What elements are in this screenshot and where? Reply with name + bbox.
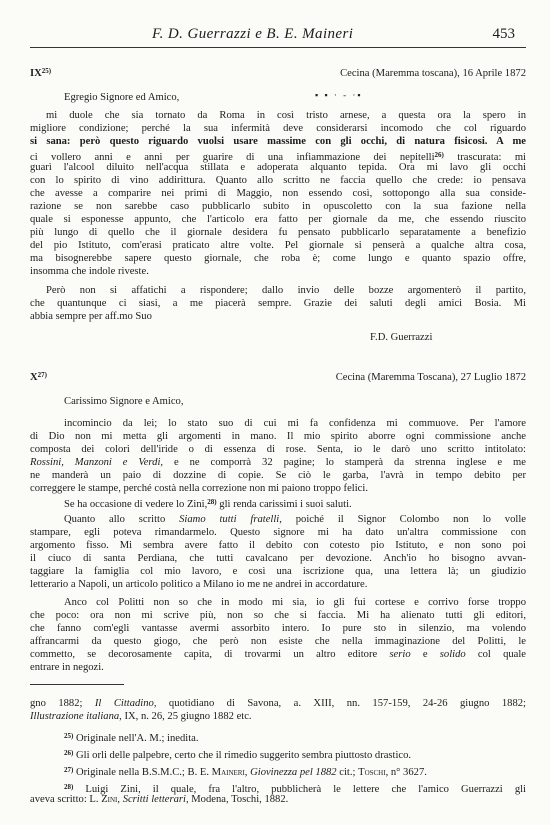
letter-ix-line: Però non si affatichi a rispondere; dallo invio delle bozze argomenterò il partito, (46, 285, 526, 296)
footnote-28: $^{28)}$ Luigi Zini, il quale, fra l'altro, pubblicherà le lettere che l'amico Guerrazzi gli (64, 783, 526, 795)
running-title: F. D. Guerrazzi e B. E. Maineri (152, 26, 354, 42)
header-rule (30, 47, 526, 48)
letter-x-dateline: Cecina (Maremma Toscana), 27 Luglio 1872 (335, 372, 526, 383)
letter-ix-line: quale si esponesse appunto, che l'articolo era fatto per giornale da me, che essendo riuscito (30, 214, 526, 225)
letter-x-line: composta dei colori dell'iride o di essenza di rose. Senta, io le darò uno scritto intitolato: (30, 444, 526, 455)
letter-x-line: di Dio non mi metta gli argomenti in mano. Il mio spirito aborre ogni commissione anche (30, 431, 526, 442)
letter-ix-line: con lo spirito di vino addirittura. Quanto allo scritto ne faccia quello che crede: io pensava (30, 175, 526, 186)
page-number: 453 (492, 26, 515, 42)
letter-x-line: ne manderà un paio di dozzine di copie. Se ciò le garba, l'avrà in tempo debito per (30, 470, 526, 481)
letter-ix-line: si sana: però questo riguardo vuolsi usare massime con gli occhi, di natura fisicosi. A me (30, 136, 526, 147)
letter-ix-line: migliore condizione; perché la sua infermità deve considerarsi incomodo che col riguardo (30, 123, 526, 134)
letter-x-line: entrare in negozi. (30, 662, 104, 673)
letter-x-line: Anco col Politti non so che in modo mi sia, io gli fui cortese e corrivo forse troppo (64, 597, 526, 608)
letter-ix-line: mi duole che sia tornato da Roma in così tristo arnese, a questa ora la spero in (46, 110, 526, 121)
letter-ix-line: ci vollero anni e anni per guarire di una infiammazione dei nepitelli$^{26)}$ trascurata: mi (30, 151, 526, 163)
letter-x-line: stampare, egli poteva rimandarmelo. Questo signore mi ha dato un'altra commissione con (30, 527, 526, 538)
letter-x-line: correggere le stampe, perché costà nella correzione non mi paiono troppo felici. (30, 483, 368, 494)
footnote-26: $^{26)}$ Gli orli delle palpebre, certo che il rimedio suggerito sembra piuttosto drastico. (64, 749, 412, 761)
footnote-continuation: gno 1882; Il Cittadino, quotidiano di Savona, a. XIII, nn. 157-159, 24-26 giugno 1882; (30, 698, 526, 709)
letter-x-line: letterario a Napoli, un articolo politico a Milano io me ne andrei in accordature. (30, 579, 368, 590)
running-header (0, 26, 550, 46)
letter-x-line: taggiare la famiglia col mio lavoro, e così una iscrizione qua, una lettera là; un giudizio (30, 566, 526, 577)
letter-ix-line: razione se non sarebbe caso pubblicarlo subito in opuscoletto con la sua fazione nella (30, 201, 526, 212)
footnote-27: $^{27)}$ Originale nella B.S.M.C.; B. E. Maineri, Giovinezza pel 1882 cit.; Toschi, n° 3627. (64, 766, 427, 778)
letter-x-salutation: Carissimo Signore e Amico, (64, 396, 184, 407)
letter-x-line: il ciuco di santa Perdiana, che tutti cavalcano per devozione. Anch'io ho bisogno avvan- (30, 553, 526, 564)
letter-ix-line: più lungo di quello che il giornale desidera fu pensato pubblicarlo separatamente a benefizio (30, 227, 526, 238)
letter-ix-line: che quantunque ci siasi, a me piacerà sempre. Grazie dei saluti degli amici Bosia. Mi (30, 298, 526, 309)
letter-ix-dateline: Cecina (Maremma toscana), 16 Aprile 1872 (340, 68, 526, 79)
footnote-25: $^{25)}$ Originale nell'A. M.; inedita. (64, 732, 199, 744)
letter-x-line: argomento fisso. Mi sembra avere fatto il debito con cotesto pio Istituto, e non sono poi (30, 540, 526, 551)
footnote-separator (30, 684, 124, 685)
letter-x-line: Se ha occasione di vedere lo Zini,$^{28)}$ gli renda carissimi i suoi saluti. (64, 498, 352, 510)
letter-x-line: Rossini, Manzoni e Verdi, e ne comporrà 32 pagine; lo stamperà da strenna inglese e me (30, 457, 526, 468)
letter-ix-line: ma bisognerebbe sapere questo giornale, che roba è; come lungo e quanto spazio offre, (30, 253, 526, 264)
letter-x-line: commetto, se decorosamente capita, di trovarmi un altro editore serio e solido col quale (30, 649, 527, 660)
letter-ix-line: che avesse a comparire nei primi di Maggio, non essendo così, sottopongo alla sua conside- (30, 188, 526, 199)
letter-x-line: che fanno com'egli vantasse avermi assorbito intero. Io pure sto in silenzio, ma volendo (30, 623, 526, 634)
letter-x-line: affrancarmi da questo giogo, che però non esiste che nella immaginazione del Politti, le (30, 636, 526, 647)
footnote-28-cont: aveva scritto: L. Zini, Scritti letterari, Modena, Toschi, 1882. (30, 794, 289, 805)
letter-x-line: Quanto allo scritto Siamo tutti fratelli, poiché il Signor Colombo non lo volle (64, 514, 526, 525)
letter-ix-line: insomma che indole riveste. (30, 266, 149, 277)
letter-x-line: incomincio da lei; lo stato suo di cui mi fa confidenza mi commuove. Per l'amore (64, 418, 526, 429)
letter-ix-label: IX$^{25)}$ (30, 67, 52, 79)
letter-ix-signature: F.D. Guerrazzi (370, 332, 433, 343)
letter-x-line: che poco: ora non mi scrive più, non so che si faccia. Mi ha alienato tutti gli editori, (30, 610, 526, 621)
letter-ix-line: del pio Istituto, com'erasi praticato altre volte. Pel giornale si penserà a qualche altra cosa, (30, 240, 526, 251)
letter-ix-line: guarì l'alcool diluito nell'acqua stillata e adoperata alquanto tepida. Ora mi lavo gli occhi (30, 162, 526, 173)
footnote-continuation: Illustrazione italiana, IX, n. 26, 25 giugno 1882 etc. (30, 711, 252, 722)
letter-x-label: $X^{27)}$ (30, 371, 47, 383)
ink-marks: ▪ ▪ · - ·▪ (315, 90, 363, 100)
letter-ix-line: abbia sempre per aff.mo Suo (30, 311, 152, 322)
letter-ix-salutation: Egregio Signore ed Amico, (64, 92, 180, 103)
